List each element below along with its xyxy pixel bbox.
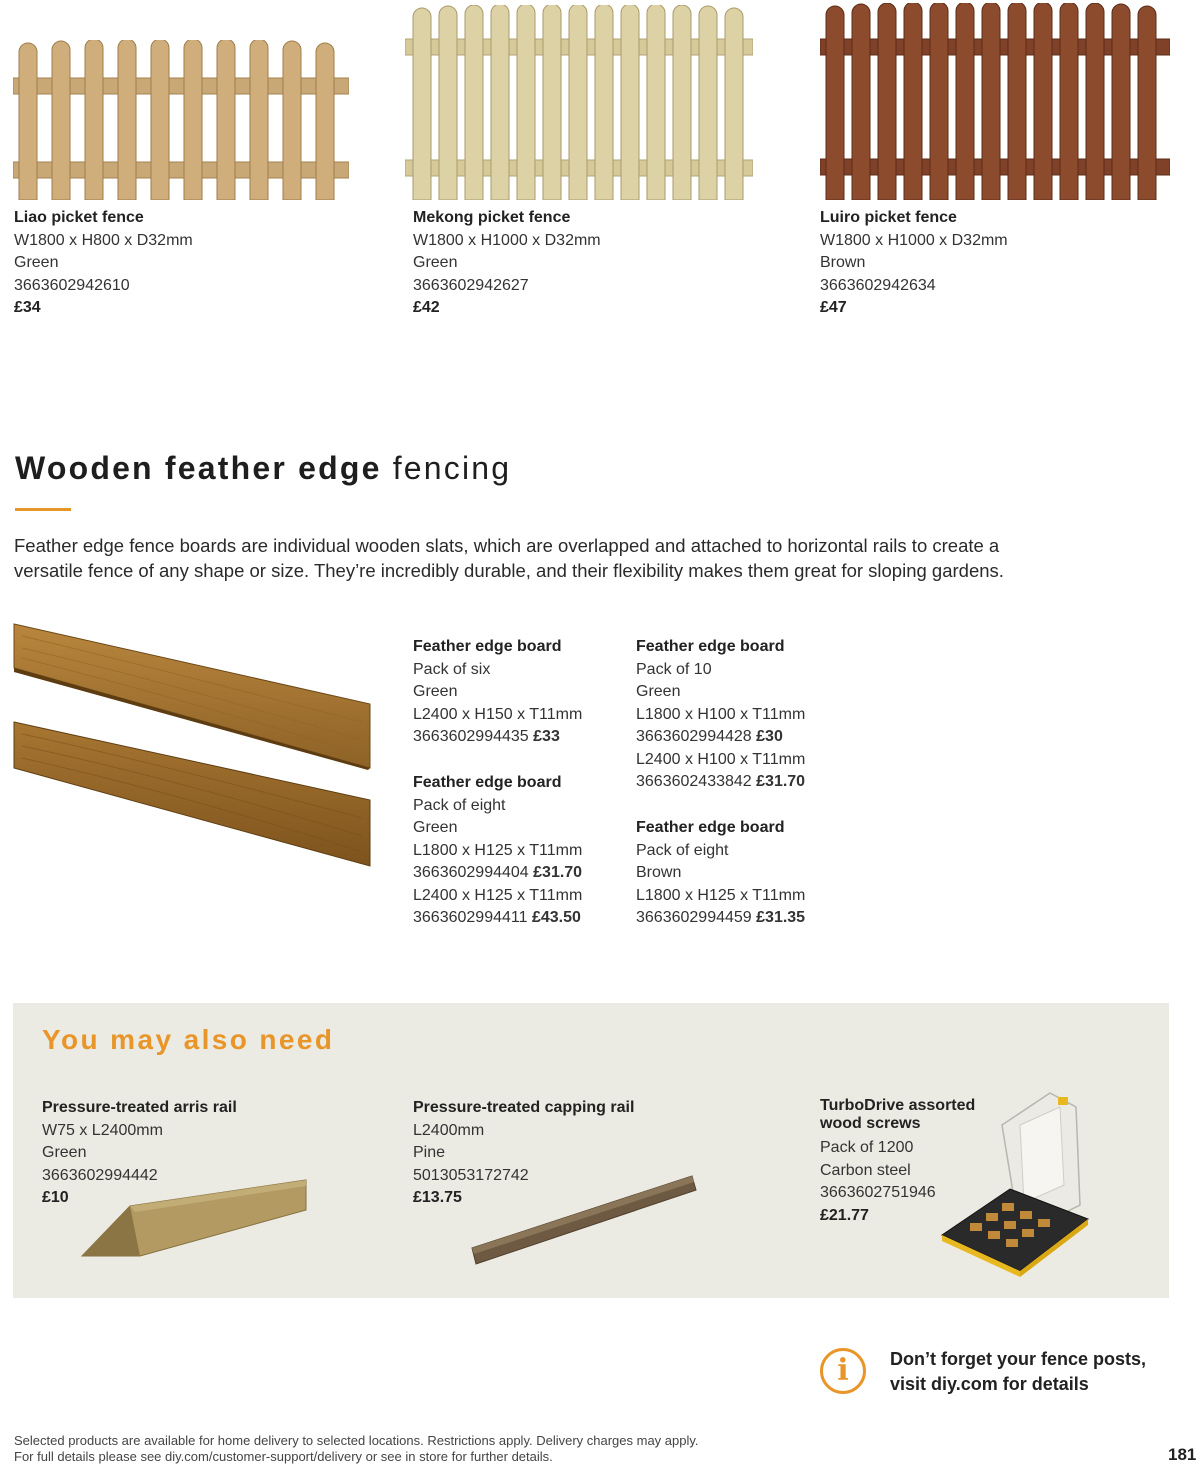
product-code: 3663602942610	[14, 276, 130, 294]
product-variant	[413, 862, 582, 885]
product-code: 3663602994435	[413, 728, 529, 745]
product-luiro	[820, 207, 1008, 320]
product-name: Feather edge board	[636, 638, 785, 655]
product-variant	[636, 726, 805, 749]
section-intro	[14, 533, 1134, 583]
screw-case-image	[940, 1085, 1090, 1280]
product-mekong	[413, 207, 601, 320]
product-size: W1800 x H1000 x D32mm	[820, 231, 1008, 249]
product-name: Feather edge board	[413, 774, 562, 791]
fence-posts-callout	[890, 1347, 1146, 1397]
mekong-fence-image	[405, 5, 753, 200]
product-price: £33	[533, 728, 560, 745]
luiro-fence-image	[820, 3, 1170, 200]
product-variant	[413, 907, 582, 930]
product-pack: Pack of eight	[636, 841, 729, 859]
liao-fence-image	[13, 40, 349, 200]
footer-line-1: Selected products are available for home delivery to selected locations. Restrictions apply. Delivery charges may apply.	[14, 1433, 699, 1448]
product-name: Liao picket fence	[14, 209, 144, 226]
product-variant	[636, 907, 805, 930]
product-liao	[14, 207, 193, 320]
product-pack: Pack of six	[413, 660, 491, 678]
product-colour: Brown	[636, 864, 682, 881]
section-title-bold: Wooden feather edge	[15, 450, 382, 486]
feather-edge-boards-image	[12, 622, 374, 868]
product-size: L1800 x H125 x T11mm	[636, 886, 806, 904]
product-price: £31.70	[533, 864, 583, 881]
product-price: £42	[413, 299, 440, 316]
product-colour: Green	[413, 819, 458, 836]
product-code: 3663602994411	[413, 909, 528, 926]
accent-divider	[15, 508, 71, 511]
footer-disclaimer	[14, 1433, 699, 1464]
product-size: W75 x L2400mm	[42, 1121, 163, 1139]
product-price: £34	[14, 299, 41, 316]
product-code: 3663602433842	[636, 773, 752, 790]
product-price: £47	[820, 299, 847, 316]
product-pack: Pack of 1200	[820, 1139, 914, 1156]
product-name: TurboDrive assorted	[820, 1097, 976, 1114]
info-icon: i	[820, 1348, 866, 1394]
product-size: L2400mm	[413, 1121, 485, 1139]
product-code: 3663602994404	[413, 864, 529, 881]
arris-rail-image	[80, 1176, 310, 1260]
product-pack: Pack of eight	[413, 796, 506, 814]
product-variant	[413, 726, 582, 749]
product-name: Pressure-treated arris rail	[42, 1099, 237, 1116]
product-price: £10	[42, 1189, 69, 1206]
intro-line-1: Feather edge fence boards are individual wooden slats, which are overlapped and attached to horizontal rails to create a	[14, 535, 1000, 556]
product-code: 3663602942634	[820, 276, 936, 294]
capping-rail-image	[470, 1172, 700, 1268]
product-name: Mekong picket fence	[413, 209, 571, 226]
product-size: L2400 x H125 x T11mm	[413, 886, 583, 904]
product-name: Feather edge board	[413, 638, 562, 655]
feather-board-six	[413, 636, 582, 749]
section-title-light: fencing	[392, 450, 512, 486]
product-material: Carbon steel	[820, 1161, 911, 1179]
callout-line-1: Don’t forget your fence posts,	[890, 1349, 1147, 1369]
product-code: 3663602994428	[636, 728, 752, 745]
product-pack: Pack of 10	[636, 660, 712, 678]
product-colour: Pine	[413, 1144, 446, 1161]
footer-line-2: For full details please see diy.com/customer-support/delivery or see in store for further details.	[14, 1448, 553, 1464]
product-colour: Green	[413, 254, 458, 271]
product-size: W1800 x H800 x D32mm	[14, 231, 193, 249]
product-name: Luiro picket fence	[820, 209, 957, 226]
product-size: L1800 x H100 x T11mm	[636, 705, 806, 723]
product-code: 3663602751946	[820, 1184, 936, 1201]
feather-board-eight-brown	[636, 817, 805, 930]
product-price: £21.77	[820, 1206, 869, 1224]
feather-board-ten	[636, 636, 805, 794]
product-price: £30	[756, 728, 783, 745]
product-colour: Brown	[820, 254, 866, 271]
product-code: 5013053172742	[413, 1166, 529, 1184]
product-code: 3663602942627	[413, 276, 529, 294]
product-size: L2400 x H150 x T11mm	[413, 705, 583, 723]
section-title	[15, 450, 511, 487]
feather-board-eight-green	[413, 772, 582, 930]
callout-line-2: visit diy.com for details	[890, 1374, 1089, 1394]
page-number: 181	[1168, 1445, 1197, 1464]
product-price: £31.70	[756, 773, 806, 790]
intro-line-2: versatile fence of any shape or size. They’re incredibly durable, and their flexibility makes them great for sloping gardens.	[14, 560, 1004, 581]
product-size: L2400 x H100 x T11mm	[636, 750, 806, 768]
product-price: £31.35	[756, 909, 806, 926]
product-price: £13.75	[413, 1189, 462, 1206]
product-price: £43.50	[531, 909, 581, 926]
product-colour: Green	[42, 1144, 87, 1161]
product-name: Feather edge board	[636, 819, 785, 836]
product-colour: Green	[413, 683, 458, 700]
product-code: 3663602994459	[636, 909, 752, 926]
product-name: Pressure-treated capping rail	[413, 1099, 635, 1116]
product-code: 3663602994442	[42, 1166, 158, 1184]
product-size: W1800 x H1000 x D32mm	[413, 231, 601, 249]
product-variant	[636, 771, 805, 794]
product-colour: Green	[14, 254, 59, 271]
product-name-2: wood screws	[820, 1115, 921, 1132]
product-size: L1800 x H125 x T11mm	[413, 841, 583, 859]
also-need-title: You may also need	[42, 1024, 335, 1055]
product-colour: Green	[636, 683, 681, 700]
